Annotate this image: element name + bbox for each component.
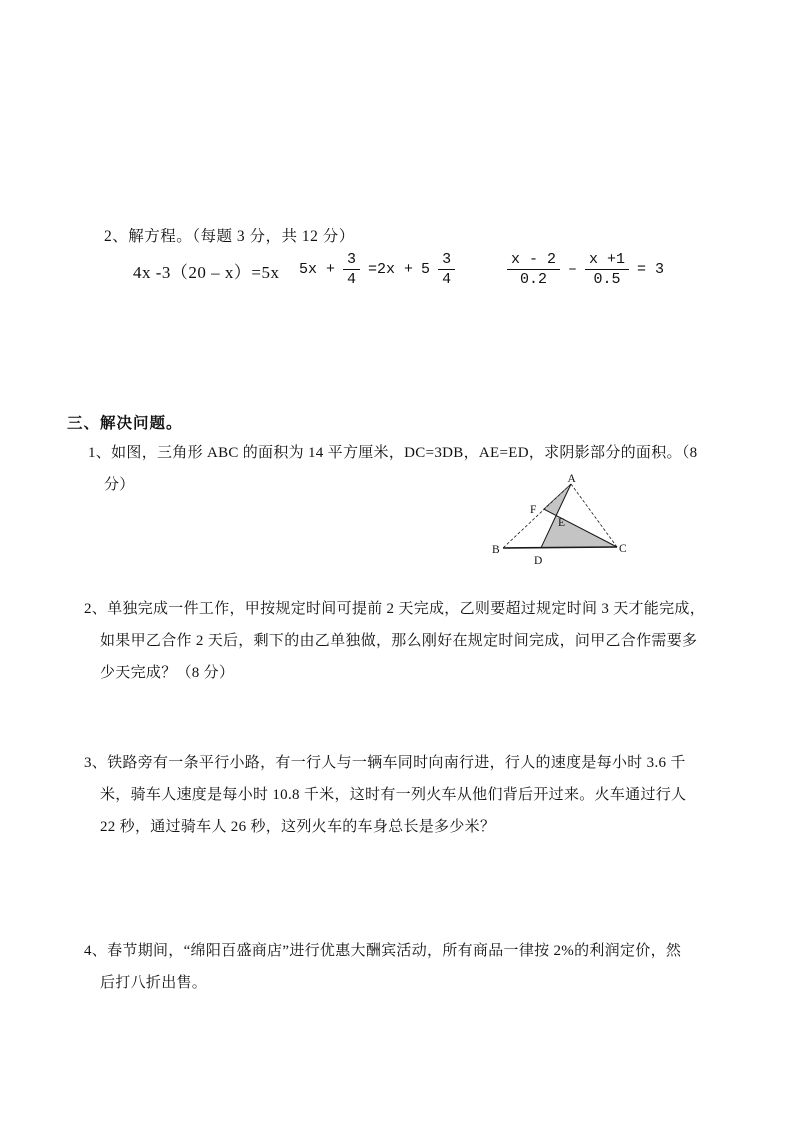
fraction-numerator: 3	[343, 251, 360, 270]
equation-3	[503, 251, 668, 288]
equations-section-heading: 2、解方程。（每题 3 分，共 12 分）	[104, 228, 355, 245]
vertex-label-F: F	[530, 504, 537, 516]
problem-4-line-2: 后打八折出售。	[100, 975, 208, 991]
fraction	[343, 251, 360, 288]
shaded-region-EDC	[541, 515, 617, 547]
vertex-label-D: D	[534, 555, 543, 567]
fraction-numerator: x - 2	[507, 251, 560, 270]
vertex-label-C: C	[619, 543, 627, 555]
equation-1: 4x -3（20 – x）=5x	[133, 263, 280, 282]
triangle-diagram	[492, 472, 632, 567]
fraction	[438, 251, 455, 288]
problem-3-line-2: 米，骑车人速度是每小时 10.8 千米，这时有一列火车从他们背后开过来。火车通过行人	[100, 787, 687, 803]
problem-2-line-3: 少天完成？（8 分）	[100, 665, 235, 681]
minus-operator: –	[568, 261, 578, 278]
vertex-label-B: B	[492, 544, 500, 556]
problem-4-line-1: 4、春节期间，“绵阳百盛商店”进行优惠大酬宾活动，所有商品一律按 2%的利润定价，然	[84, 943, 682, 959]
vertex-label-E: E	[558, 517, 566, 529]
equation-2-mid: =2x +	[368, 261, 414, 278]
fraction	[585, 251, 629, 288]
problem-1-line-2: 分）	[104, 477, 135, 493]
equation-2-lhs: 5x +	[299, 261, 336, 278]
vertex-label-A: A	[567, 473, 576, 485]
problem-2-line-2: 如果甲乙合作 2 天后，剩下的由乙单独做，那么刚好在规定时间完成，问甲乙合作需要多	[100, 633, 698, 649]
equation-2-whole-number: 5	[421, 261, 431, 278]
problem-1-line-1: 1、如图，三角形 ABC 的面积为 14 平方厘米，DC=3DB，AE=ED，求阴影部分的面积。（8	[88, 445, 698, 461]
fraction-denominator: 0.5	[593, 271, 621, 288]
fraction-denominator: 4	[347, 271, 357, 288]
fraction-numerator: x +1	[585, 251, 629, 270]
edge-BC	[503, 547, 617, 548]
fraction	[507, 251, 560, 288]
fraction-numerator: 3	[438, 251, 455, 270]
problem-3-line-3: 22 秒，通过骑车人 26 秒，这列火车的车身总长是多少米？	[100, 819, 496, 835]
problems-section-heading: 三、解决问题。	[67, 415, 183, 432]
problem-2-line-1: 2、单独完成一件工作，甲按规定时间可提前 2 天完成，乙则要超过规定时间 3 天才能完成，	[84, 601, 706, 617]
fraction-denominator: 0.2	[520, 271, 548, 288]
fraction-denominator: 4	[442, 271, 452, 288]
problem-3-line-1: 3、铁路旁有一条平行小路，有一行人与一辆车同时向南行进，行人的速度是每小时 3.6 千	[84, 755, 686, 771]
equation-2	[295, 251, 459, 288]
equation-3-rhs: = 3	[637, 261, 665, 278]
